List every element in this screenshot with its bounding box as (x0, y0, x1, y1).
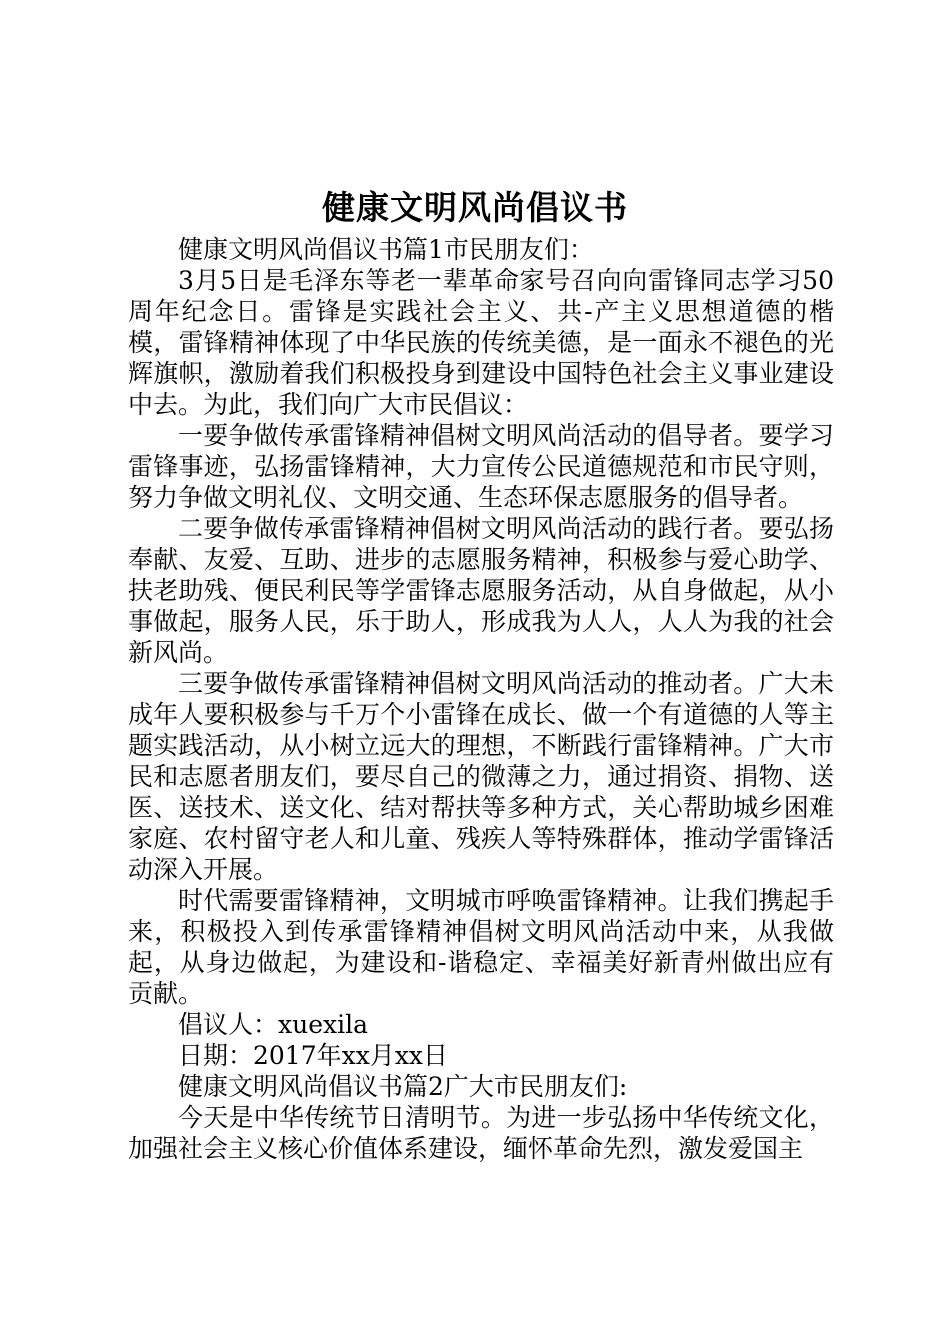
paragraph-second-article-intro: 今天是中华传统节日清明节。为进一步弘扬中华传统文化，加强社会主义核心价值体系建设，缅怀革命先烈，激发爱国主 (128, 1103, 834, 1163)
paragraph-intro: 3月5日是毛泽东等老一辈革命家号召向向雷锋同志学习50周年纪念日。雷锋是实践社会主义、共-产主义思想道德的楷模，雷锋精神体现了中华民族的传统美德，是一面永不褪色的光辉旗帜，激励着我们积极投身到建设中国特色社会主义事业建设中去。为此，我们向广大市民倡议： (128, 266, 834, 419)
paragraph-closing: 时代需要雷锋精神，文明城市呼唤雷锋精神。让我们携起手来，积极投入到传承雷锋精神倡树文明风尚活动中来，从我做起，从身边做起，为建设和-谐稳定、幸福美好新青州做出应有贡献。 (128, 886, 834, 1008)
paragraph-second-point: 二要争做传承雷锋精神倡树文明风尚活动的践行者。要弘扬奉献、友爱、互助、进步的志愿服务精神，积极参与爱心助学、扶老助残、便民利民等学雷锋志愿服务活动，从自身做起，从小事做起，服务人民，乐于助人，形成我为人人，人人为我的社会新风尚。 (128, 514, 834, 667)
salutation-2: 健康文明风尚倡议书篇2广大市民朋友们: (178, 1072, 628, 1101)
salutation-1: 健康文明风尚倡议书篇1市民朋友们： (178, 235, 594, 264)
document-title: 健康文明风尚倡议书 (322, 188, 628, 227)
signatory: 倡议人：xuexila (178, 1010, 368, 1039)
date-line: 日期：2017年xx月xx日 (178, 1041, 449, 1070)
paragraph-first-point: 一要争做传承雷锋精神倡树文明风尚活动的倡导者。要学习雷锋事迹，弘扬雷锋精神，大力宣传公民道德规范和市民守则，努力争做文明礼仪、文明交通、生态环保志愿服务的倡导者。 (128, 421, 834, 512)
document-body (128, 234, 834, 1164)
paragraph-third-point: 三要争做传承雷锋精神倡树文明风尚活动的推动者。广大未成年人要积极参与千万个小雷锋在成长、做一个有道德的人等主题实践活动，从小树立远大的理想，不断践行雷锋精神。广大市民和志愿者朋友们，要尽自己的微薄之力，通过捐资、捐物、送医、送技术、送文化、结对帮扶等多种方式，关心帮助城乡困难家庭、农村留守老人和儿童、残疾人等特殊群体，推动学雷锋活动深入开展。 (128, 669, 834, 884)
